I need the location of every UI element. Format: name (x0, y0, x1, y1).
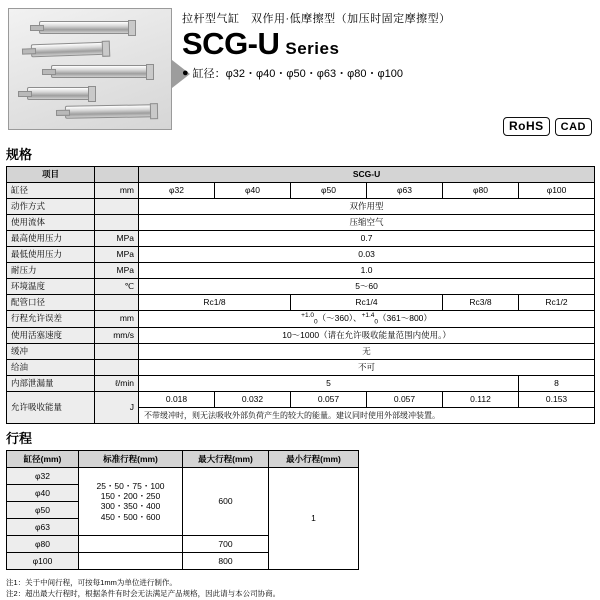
series-title-line (182, 28, 592, 59)
standard-stroke-line: 25・50・75・100 (96, 481, 165, 492)
bullet-icon: ● (182, 67, 189, 79)
cylinder-illustration (65, 104, 155, 119)
energy-cell: 0.032 (215, 391, 291, 407)
row-unit-lubrication (95, 359, 139, 375)
energy-cell: 0.018 (139, 391, 215, 407)
table-row (7, 199, 595, 215)
header-text-block (182, 10, 592, 81)
row-label-energy: 允许吸收能量 (7, 391, 95, 423)
product-photo (8, 8, 172, 130)
row-unit-action (95, 199, 139, 215)
row-unit-tolerance: mm (95, 311, 139, 328)
stroke-max-cell: 600 (183, 467, 269, 535)
stroke-header-max: 最大行程(mm) (183, 450, 269, 467)
series-word: Series (285, 39, 340, 58)
table-row (7, 247, 595, 263)
row-label-minpressure: 最低使用压力 (7, 247, 95, 263)
row-unit-leakage: ℓ/min (95, 375, 139, 391)
spec-header-model: SCG-U (139, 167, 595, 183)
table-row (7, 295, 595, 311)
row-unit-bore: mm (95, 183, 139, 199)
row-value-proofpressure: 1.0 (139, 263, 595, 279)
row-value-lubrication: 不可 (139, 359, 595, 375)
stroke-header-standard: 标准行程(mm) (79, 450, 183, 467)
port-cell: Rc1/2 (519, 295, 595, 311)
port-cell: Rc3/8 (443, 295, 519, 311)
row-value-speed: 10～1000（请在允许吸收能量范围内使用。） (139, 327, 595, 343)
table-row (7, 375, 595, 391)
product-subtitle: 拉杆型气缸 双作用·低摩擦型（加压时固定摩擦型） (182, 13, 451, 25)
row-label-cushion: 缓冲 (7, 343, 95, 359)
stroke-bore-cell: φ40 (7, 484, 79, 501)
stroke-bore-cell: φ100 (7, 552, 79, 569)
port-cell: Rc1/4 (291, 295, 443, 311)
table-row (7, 311, 595, 328)
stroke-bore-cell: φ80 (7, 535, 79, 552)
row-label-bore: 缸径 (7, 183, 95, 199)
cylinder-illustration (51, 65, 151, 78)
bore-cell: φ32 (139, 183, 215, 199)
row-value-action: 双作用型 (139, 199, 595, 215)
row-value-fluid: 压缩空气 (139, 215, 595, 231)
bore-list-text: 缸径：φ32・φ40・φ50・φ63・φ80・φ100 (192, 68, 403, 80)
row-unit-speed: mm/s (95, 327, 139, 343)
stroke-header-min: 最小行程(mm) (269, 450, 359, 467)
row-value-temperature: 5～60 (139, 279, 595, 295)
table-row (7, 263, 595, 279)
rohs-badge: RoHS (503, 117, 550, 136)
spec-table (6, 166, 595, 424)
row-label-action: 动作方式 (7, 199, 95, 215)
cylinder-illustration (31, 42, 107, 58)
footnote-2: 注2：超出最大行程时，根据条件有时会无法满足产品规格，因此请与本公司协商。 (6, 589, 281, 599)
energy-note: 不带缓冲时，则无法吸收外部负荷产生的较大的能量。建议同时使用外部缓冲装置。 (139, 407, 595, 423)
table-row (7, 279, 595, 295)
cylinder-illustration (39, 21, 133, 34)
leakage-cell: 5 (139, 375, 519, 391)
cad-badge: CAD (555, 118, 592, 136)
row-label-tolerance: 行程允许误差 (7, 311, 95, 328)
spec-section-title: 规格 (6, 147, 33, 162)
bore-cell: φ63 (367, 183, 443, 199)
stroke-standard-cell (79, 535, 183, 552)
bore-cell: φ100 (519, 183, 595, 199)
header (0, 0, 600, 140)
footnotes (6, 577, 600, 600)
row-unit-cushion (95, 343, 139, 359)
badge-group (503, 117, 592, 136)
footnote-1: 注1：关于中间行程，可按每1mm为单位进行制作。 (6, 577, 177, 587)
stroke-standard-cell (79, 552, 183, 569)
standard-stroke-line: 300・350・400 (100, 501, 161, 512)
table-row (7, 391, 595, 407)
stroke-table-wrap (6, 450, 600, 570)
stroke-max-cell: 700 (183, 535, 269, 552)
table-row (7, 359, 595, 375)
tolerance-sub-b: 0 (374, 318, 379, 326)
row-unit-maxpressure: MPa (95, 231, 139, 247)
tolerance-sup-a: +1.0 (301, 312, 314, 319)
stroke-min-cell: 1 (269, 467, 359, 569)
row-unit-port (95, 295, 139, 311)
stroke-max-cell: 800 (183, 552, 269, 569)
row-label-fluid: 使用流体 (7, 215, 95, 231)
tolerance-sup-b: +1.4 (361, 312, 375, 319)
row-unit-proofpressure: MPa (95, 263, 139, 279)
row-label-temperature: 环境温度 (7, 279, 95, 295)
table-row (7, 231, 595, 247)
row-value-minpressure: 0.03 (139, 247, 595, 263)
bore-cell: φ40 (215, 183, 291, 199)
spec-header-unit (95, 167, 139, 183)
energy-cell: 0.112 (443, 391, 519, 407)
table-row (7, 215, 595, 231)
table-row (7, 183, 595, 199)
energy-cell: 0.057 (291, 391, 367, 407)
series-name: SCG-U (182, 26, 280, 61)
table-row (7, 450, 359, 467)
standard-stroke-line: 150・200・250 (100, 491, 161, 502)
row-unit-fluid (95, 215, 139, 231)
row-label-port: 配管口径 (7, 295, 95, 311)
row-label-lubrication: 给油 (7, 359, 95, 375)
bore-list (182, 65, 592, 81)
row-label-speed: 使用活塞速度 (7, 327, 95, 343)
row-label-leakage: 内部泄漏量 (7, 375, 95, 391)
stroke-standard-cell (79, 467, 183, 535)
stroke-section-title: 行程 (6, 430, 33, 446)
cylinder-illustration (27, 87, 93, 100)
tolerance-text-a: （～360）、 (317, 312, 362, 323)
port-cell: Rc1/8 (139, 295, 291, 311)
row-value-cushion: 无 (139, 343, 595, 359)
stroke-bore-cell: φ50 (7, 501, 79, 518)
row-unit-temperature: ℃ (95, 279, 139, 295)
table-row (7, 467, 359, 484)
stroke-table (6, 450, 359, 570)
row-value-maxpressure: 0.7 (139, 231, 595, 247)
table-row (7, 167, 595, 183)
leakage-cell: 8 (519, 375, 595, 391)
stroke-header-bore: 缸径(mm) (7, 450, 79, 467)
row-unit-minpressure: MPa (95, 247, 139, 263)
bore-cell: φ50 (291, 183, 367, 199)
row-value-tolerance (139, 311, 595, 328)
stroke-bore-cell: φ63 (7, 518, 79, 535)
table-row (7, 327, 595, 343)
row-label-proofpressure: 耐压力 (7, 263, 95, 279)
table-row (7, 343, 595, 359)
spec-header-item: 项目 (7, 167, 95, 183)
bore-cell: φ80 (443, 183, 519, 199)
energy-cell: 0.153 (519, 391, 595, 407)
standard-stroke-line: 450・500・600 (100, 511, 161, 522)
energy-cell: 0.057 (367, 391, 443, 407)
tolerance-sub-a: 0 (314, 318, 318, 326)
row-label-maxpressure: 最高使用压力 (7, 231, 95, 247)
tolerance-text-b: （361～800） (378, 312, 432, 323)
row-unit-energy: J (95, 391, 139, 423)
stroke-bore-cell: φ32 (7, 467, 79, 484)
